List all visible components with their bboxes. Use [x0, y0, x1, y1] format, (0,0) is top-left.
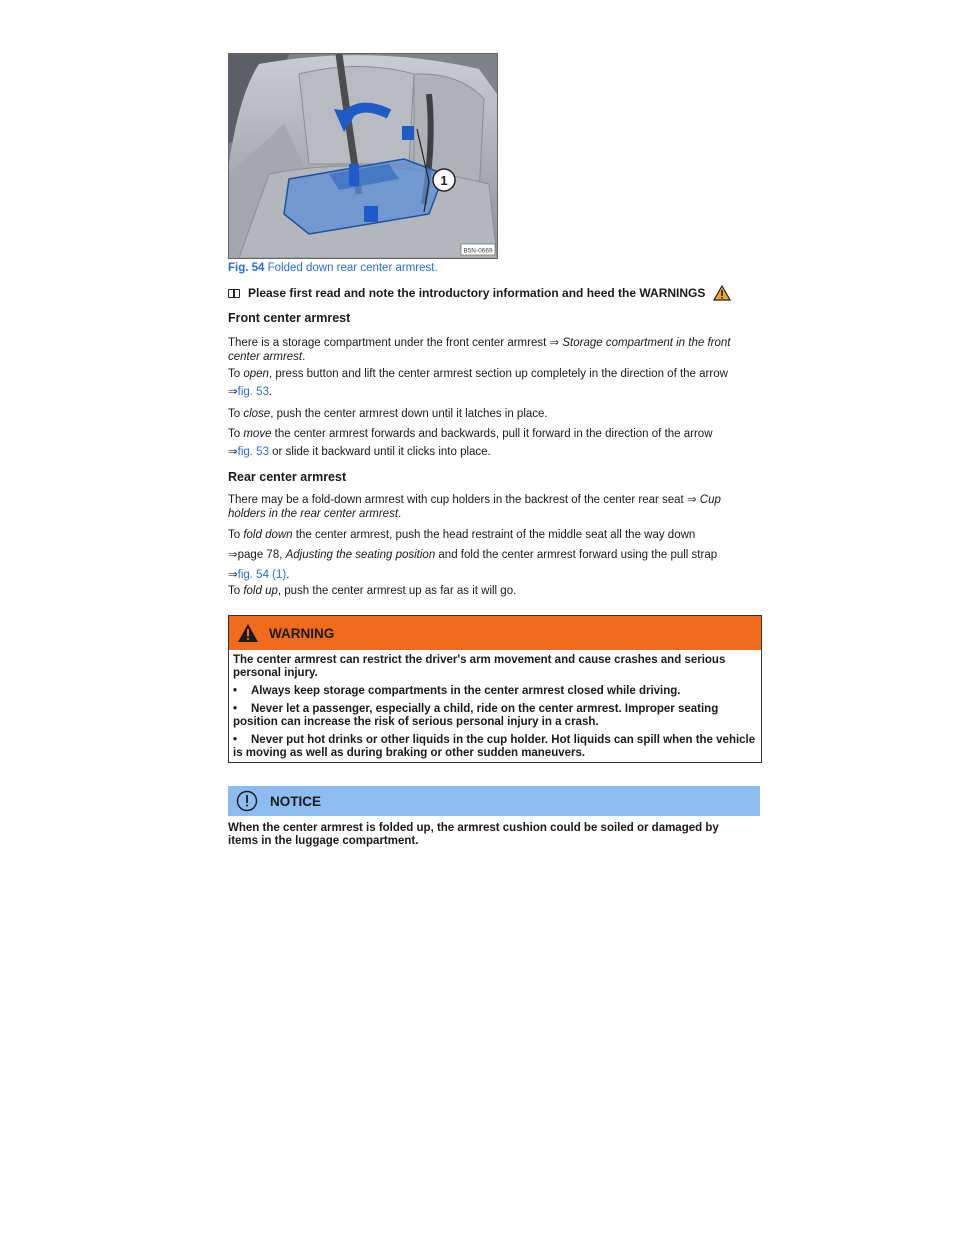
rear-armrest-heading: Rear center armrest	[228, 470, 347, 484]
text-italic: open	[243, 368, 269, 380]
arrow-icon: ⇒	[549, 337, 560, 349]
rear-paragraph-3	[228, 584, 758, 598]
text-run: .	[286, 569, 290, 581]
rear-paragraph-1	[228, 493, 758, 521]
arrow-icon: ⇒	[686, 494, 697, 506]
text-run: the center armrest, push the head restraint of the middle seat all the way down	[292, 529, 696, 541]
bullet: •	[233, 734, 238, 746]
storage-compartment-reference[interactable]: Storage compartment in the front center armrest	[228, 337, 731, 363]
warning-icon	[237, 623, 259, 643]
fig-53-link[interactable]: fig. 53	[237, 446, 269, 458]
fig-54-link[interactable]: fig. 54 (1)	[237, 569, 287, 581]
text-run: .	[302, 351, 306, 363]
bullet: •	[233, 703, 238, 715]
front-paragraph-2	[228, 367, 768, 399]
text-run: To	[228, 428, 244, 440]
text-run: To	[228, 529, 244, 541]
figure-caption-label: Fig. 54	[228, 262, 265, 274]
book-icon	[228, 289, 240, 298]
intro-text: Please first read and note the introductory information and heed the WARNINGS	[248, 286, 706, 300]
front-paragraph-4	[228, 427, 768, 459]
warning-item	[233, 734, 757, 760]
front-armrest-heading: Front center armrest	[228, 311, 351, 325]
figure-rear-armrest	[228, 53, 498, 259]
text-run: There may be a fold-down armrest with cup holders in the backrest of the center rear seat	[228, 494, 687, 506]
adjusting-seating-reference[interactable]: Adjusting the seating position	[285, 549, 436, 561]
arrow-icon: ⇒	[228, 386, 238, 398]
warning-item-text: Never let a passenger, especially a child, ride on the center armrest. Improper seating position can increase the risk of serious personal injury in a crash.	[233, 703, 719, 728]
text-italic: close	[243, 408, 271, 420]
text-run: and fold the center armrest forward using the pull strap	[435, 549, 718, 561]
text-run: To	[228, 585, 244, 597]
warning-item-text: Never put hot drinks or other liquids in the cup holder. Hot liquids can spill when the vehicle is moving as well as during braking or other sudden maneuvers.	[233, 734, 756, 759]
warning-title: WARNING	[269, 625, 335, 641]
text-run: .	[398, 508, 402, 520]
rear-seat-illustration	[229, 54, 497, 258]
callout-1: 1	[440, 173, 448, 188]
intro-line	[228, 285, 731, 301]
figure-caption	[228, 262, 438, 274]
warning-body	[229, 650, 761, 760]
notice-title: NOTICE	[270, 793, 322, 809]
warning-lead: The center armrest can restrict the driver's arm movement and cause crashes and serious personal injury.	[233, 654, 726, 679]
figure-caption-text: Folded down rear center armrest.	[264, 262, 438, 274]
text-run: , push the center armrest up as far as it will go.	[277, 585, 517, 597]
exclamation-circle-icon	[236, 790, 258, 812]
text-italic: fold up	[243, 585, 278, 597]
warning-item	[233, 685, 757, 698]
cup-holders-reference[interactable]: Cup holders in the rear center armrest	[228, 494, 721, 520]
rear-paragraph-2	[228, 525, 768, 585]
bullet: •	[233, 685, 238, 697]
arrow-icon: ⇒	[228, 569, 238, 581]
warning-box	[228, 615, 762, 763]
front-paragraph-3	[228, 407, 758, 421]
warning-triangle-icon	[713, 285, 731, 301]
text-run: the center armrest forwards and backwards, pull it forward in the direction of the arrow	[271, 428, 713, 440]
warning-header	[229, 616, 761, 650]
notice-text: When the center armrest is folded up, the armrest cushion could be soiled or damaged by items in the luggage compartment.	[228, 822, 719, 847]
notice-header	[228, 786, 760, 816]
text-run: , push the center armrest down until it latches in place.	[270, 408, 548, 420]
warning-item-text: Always keep storage compartments in the center armrest closed while driving.	[251, 685, 681, 697]
figure-code: B5N-0669	[463, 247, 493, 255]
text-run: There is a storage compartment under the front center armrest	[228, 337, 550, 349]
text-italic: move	[243, 428, 272, 440]
arrow-icon: ⇒	[228, 549, 238, 561]
warning-item	[233, 703, 757, 729]
fig-53-link[interactable]: fig. 53	[237, 386, 269, 398]
text-run: or slide it backward until it clicks into place.	[268, 446, 491, 458]
page-78-reference[interactable]: page 78,	[237, 549, 286, 561]
arrow-icon: ⇒	[228, 446, 238, 458]
front-paragraph-1	[228, 336, 758, 364]
text-italic: fold down	[243, 529, 293, 541]
text-run: To	[228, 368, 244, 380]
text-run: .	[268, 386, 273, 398]
text-run: To	[228, 408, 244, 420]
text-run: , press button and lift the center armrest section up completely in the direction of the arrow	[268, 368, 728, 380]
